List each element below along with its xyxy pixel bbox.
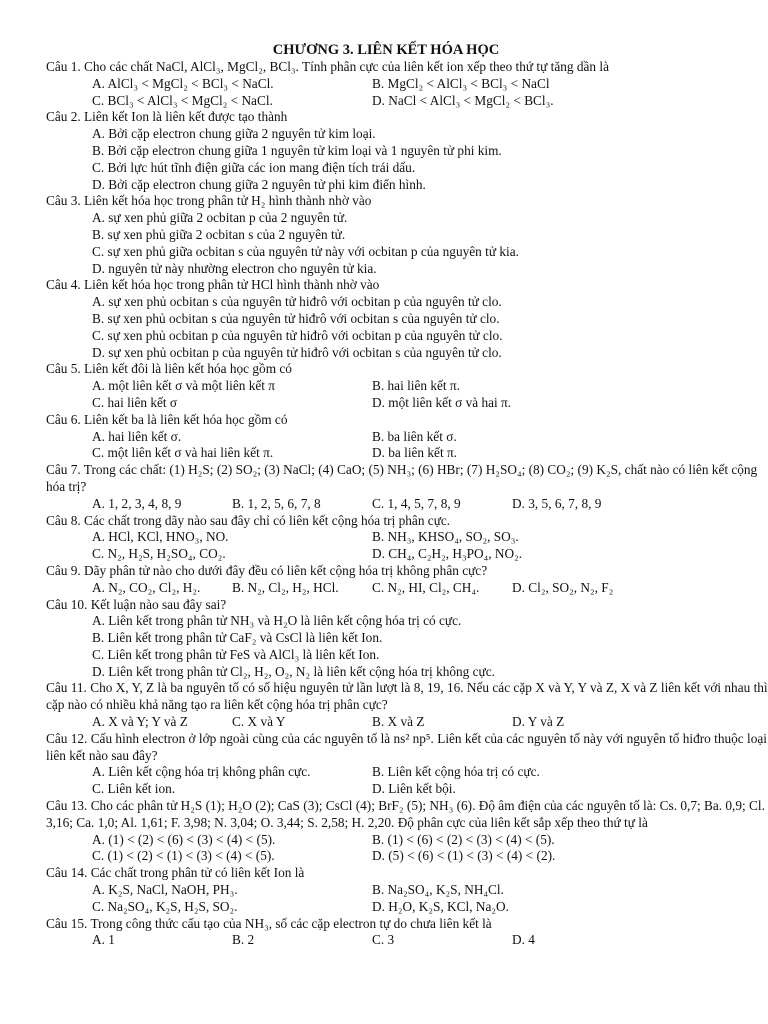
answer-options bbox=[92, 832, 768, 866]
answer-option: C. hai liên kết σ bbox=[92, 394, 178, 410]
answer-option: D. CH₄, C₂H₂, H₃PO₄, NO₂. bbox=[372, 546, 523, 562]
answer-option: C. sự xen phủ ocbitan p của nguyên tử hiđrô với ocbitan p của nguyên tử clo. bbox=[92, 327, 503, 343]
question-8 bbox=[46, 513, 768, 563]
answer-option: B. Liên kết trong phân tử CaF₂ và CsCl là liên kết Ion. bbox=[92, 630, 383, 646]
question-11 bbox=[46, 680, 768, 730]
answer-option: D. 3, 5, 6, 7, 8, 9 bbox=[512, 495, 602, 511]
answer-option: B. hai liên kết π. bbox=[372, 378, 460, 394]
answer-options bbox=[92, 76, 768, 110]
answer-option: B. (1) < (6) < (2) < (3) < (4) < (5). bbox=[372, 831, 555, 847]
answer-option: A. Bởi cặp electron chung giữa 2 nguyên tử kim loại. bbox=[92, 126, 376, 142]
question-stem: Câu 14. Các chất trong phân tử có liên kết Ion là bbox=[46, 865, 305, 881]
answer-option: A. Liên kết trong phân tử NH₃ và H₂O là liên kết cộng hóa trị có cực. bbox=[92, 613, 462, 629]
answer-option: D. một liên kết σ và hai π. bbox=[372, 394, 512, 410]
answer-option: A. N₂, CO₂, Cl₂, H₂. bbox=[92, 579, 201, 595]
question-stem: Câu 2. Liên kết Ion là liên kết được tạo thành bbox=[46, 109, 288, 125]
question-7 bbox=[46, 462, 768, 512]
answer-option: B. 1, 2, 5, 6, 7, 8 bbox=[232, 495, 321, 511]
answer-option: D. Bởi cặp electron chung giữa 2 nguyên tử phi kim điển hình. bbox=[92, 176, 426, 192]
answer-option: D. NaCl < AlCl₃ < MgCl₂ < BCl₃. bbox=[372, 92, 554, 108]
answer-option: C. 1, 4, 5, 7, 8, 9 bbox=[372, 495, 461, 511]
question-stem: Câu 8. Các chất trong dãy nào sau đây chỉ có liên kết cộng hóa trị phân cực. bbox=[46, 512, 451, 528]
question-stem: Câu 6. Liên kết ba là liên kết hóa học gồm có bbox=[46, 411, 288, 427]
answer-options bbox=[92, 429, 768, 463]
question-2 bbox=[46, 109, 768, 193]
question-10 bbox=[46, 597, 768, 681]
answer-option: A. một liên kết σ và một liên kết π bbox=[92, 378, 276, 394]
answer-option: A. X và Y; Y và Z bbox=[92, 714, 188, 730]
answer-options bbox=[92, 529, 768, 563]
answer-option: B. NH₃, KHSO₄, SO₂, SO₃. bbox=[372, 529, 519, 545]
answer-option: C. Na₂SO₄, K₂S, H₂S, SO₂. bbox=[92, 898, 238, 914]
question-stem: Câu 1. Cho các chất NaCl, AlCl₃, MgCl₂, BCl₃. Tính phân cực của liên kết ion xếp theo thứ tự tăng dần là bbox=[46, 59, 609, 74]
answer-option: B. sự xen phủ ocbitan s của nguyên tử hiđrô với ocbitan s của nguyên tử clo. bbox=[92, 310, 500, 326]
answer-option: C. X và Y bbox=[232, 714, 286, 730]
answer-option: B. MgCl₂ < AlCl₃ < BCl₃ < NaCl bbox=[372, 75, 550, 91]
question-stem: Câu 3. Liên kết hóa học trong phân tử H₂ hình thành nhờ vào bbox=[46, 193, 372, 209]
answer-option: D. Liên kết bội. bbox=[372, 781, 456, 797]
question-9 bbox=[46, 563, 768, 597]
answer-option: D. Liên kết trong phân tử Cl₂, H₂, O₂, N₂ là liên kết cộng hóa trị không cực. bbox=[92, 663, 495, 679]
question-6 bbox=[46, 412, 768, 462]
answer-option: C. sự xen phủ giữa ocbitan s của nguyên tử này với ocbitan p của nguyên tử kia. bbox=[92, 243, 519, 259]
answer-option: D. Y và Z bbox=[512, 714, 565, 730]
answer-options bbox=[92, 882, 768, 916]
question-3 bbox=[46, 193, 768, 277]
answer-option: D. H₂O, K₂S, KCl, Na₂O. bbox=[372, 898, 509, 914]
answer-options bbox=[92, 580, 768, 597]
answer-option: A. (1) < (2) < (6) < (3) < (4) < (5). bbox=[92, 831, 276, 847]
answer-option: A. AlCl₃ < MgCl₂ < BCl₃ < NaCl. bbox=[92, 75, 274, 91]
answer-option: C. Liên kết ion. bbox=[92, 781, 176, 797]
answer-option: B. X và Z bbox=[372, 714, 425, 730]
answer-option: C. BCl₃ < AlCl₃ < MgCl₂ < NaCl. bbox=[92, 92, 273, 108]
answer-option: C. một liên kết σ và hai liên kết π. bbox=[92, 445, 274, 461]
question-12 bbox=[46, 731, 768, 798]
chapter-title: CHƯƠNG 3. LIÊN KẾT HÓA HỌC bbox=[272, 42, 500, 58]
question-stem: Câu 11. Cho X, Y, Z là ba nguyên tố có số hiệu nguyên tử lần lượt là 8, 19, 16. Nếu các cặp X và Y, Y và Z, X và Z liên kết với nhau thì cặp nào có nhiều khả năng tạo ra liên kết cộng hóa trị phân cực? bbox=[46, 680, 768, 713]
question-stem: Câu 5. Liên kết đôi là liên kết hóa học gồm có bbox=[46, 361, 292, 377]
answer-options bbox=[92, 764, 768, 798]
question-5 bbox=[46, 361, 768, 411]
answer-option: D. nguyên tử này nhường electron cho nguyên tử kia. bbox=[92, 260, 377, 276]
question-1 bbox=[46, 59, 768, 109]
answer-option: C. N₂, HI, Cl₂, CH₄. bbox=[372, 579, 480, 595]
answer-options bbox=[92, 714, 768, 731]
answer-option: B. N₂, Cl₂, H₂, HCl. bbox=[232, 579, 339, 595]
answer-option: A. K₂S, NaCl, NaOH, PH₃. bbox=[92, 882, 238, 898]
answer-option: D. ba liên kết π. bbox=[372, 445, 457, 461]
answer-option: A. 1 bbox=[92, 932, 115, 948]
answer-option: C. Bởi lực hút tĩnh điện giữa các ion mang điện tích trái dấu. bbox=[92, 159, 416, 175]
answer-option: B. Na₂SO₄, K₂S, NH₄Cl. bbox=[372, 882, 504, 898]
answer-option: D. sự xen phủ ocbitan p của nguyên tử hiđrô với ocbitan s của nguyên tử clo. bbox=[92, 344, 502, 360]
answer-option: A. HCl, KCl, HNO₃, NO. bbox=[92, 529, 229, 545]
answer-options bbox=[92, 126, 768, 193]
answer-options bbox=[92, 613, 768, 680]
question-4 bbox=[46, 277, 768, 361]
question-14 bbox=[46, 865, 768, 915]
answer-option: A. hai liên kết σ. bbox=[92, 428, 182, 444]
question-list bbox=[46, 59, 768, 949]
answer-options bbox=[92, 210, 768, 277]
answer-option: D. Cl₂, SO₂, N₂, F₂ bbox=[512, 579, 614, 595]
question-13 bbox=[46, 798, 768, 865]
answer-option: B. Liên kết cộng hóa trị có cực. bbox=[372, 764, 540, 780]
answer-option: C. Liên kết trong phân tử FeS và AlCl₃ là liên kết Ion. bbox=[92, 646, 380, 662]
question-15 bbox=[46, 916, 768, 950]
question-stem: Câu 9. Dãy phân tử nào cho dưới đây đều có liên kết cộng hóa trị không phân cực? bbox=[46, 562, 488, 578]
answer-option: A. sự xen phủ ocbitan s của nguyên tử hiđrô với ocbitan p của nguyên tử clo. bbox=[92, 294, 502, 310]
answer-option: B. sự xen phủ giữa 2 ocbitan s của 2 nguyên tử. bbox=[92, 226, 346, 242]
question-stem: Câu 15. Trong công thức cấu tạo của NH₃, số các cặp electron tự do chưa liên kết là bbox=[46, 915, 492, 931]
answer-option: B. 2 bbox=[232, 932, 255, 948]
answer-options bbox=[92, 294, 768, 361]
question-stem: Câu 4. Liên kết hóa học trong phân tử HCl hình thành nhờ vào bbox=[46, 277, 380, 293]
answer-options bbox=[92, 378, 768, 412]
answer-option: C. 3 bbox=[372, 932, 395, 948]
answer-option: C. (1) < (2) < (1) < (3) < (4) < (5). bbox=[92, 848, 275, 864]
question-stem: Câu 7. Trong các chất: (1) H₂S; (2) SO₂; (3) NaCl; (4) CaO; (5) NH₃; (6) HBr; (7) H₂SO₄; (8) CO₂; (9) K₂S, chất nào có liên kết cộng hóa trị? bbox=[46, 462, 761, 494]
answer-options bbox=[92, 496, 768, 513]
answer-option: D. (5) < (6) < (1) < (3) < (4) < (2). bbox=[372, 848, 556, 864]
answer-option: A. 1, 2, 3, 4, 8, 9 bbox=[92, 495, 182, 511]
question-stem: Câu 10. Kết luận nào sau đây sai? bbox=[46, 596, 227, 612]
answer-option: B. Bởi cặp electron chung giữa 1 nguyên tử kim loại và 1 nguyên tử phi kim. bbox=[92, 142, 502, 158]
answer-option: A. sự xen phủ giữa 2 ocbitan p của 2 nguyên tử. bbox=[92, 210, 348, 226]
answer-option: B. ba liên kết σ. bbox=[372, 428, 457, 444]
answer-options bbox=[92, 932, 768, 949]
answer-option: C. N₂, H₂S, H₂SO₄, CO₂. bbox=[92, 546, 226, 562]
answer-option: A. Liên kết cộng hóa trị không phân cực. bbox=[92, 764, 311, 780]
answer-option: D. 4 bbox=[512, 932, 535, 948]
question-stem: Câu 13. Cho các phân tử H₂S (1); H₂O (2); CaS (3); CsCl (4); BrF₂ (5); NH₃ (6). Độ âm điện của các nguyên tố là: Cs. 0,7; Ba. 0,9; Cl. 3,16; Ca. 1,0; Al. 1,61; F. 3,98; N. 3,04; O. 3,44; S. 2,58; H. 2,20. Độ phân cực của liên kết sắp xếp theo thứ tự là bbox=[46, 798, 768, 830]
question-stem: Câu 12. Cấu hình electron ở lớp ngoài cùng của các nguyên tố là ns² np⁵. Liên kết của các nguyên tố này với nguyên tố hiđro thuộc loại liên kết nào sau đây? bbox=[46, 730, 767, 763]
